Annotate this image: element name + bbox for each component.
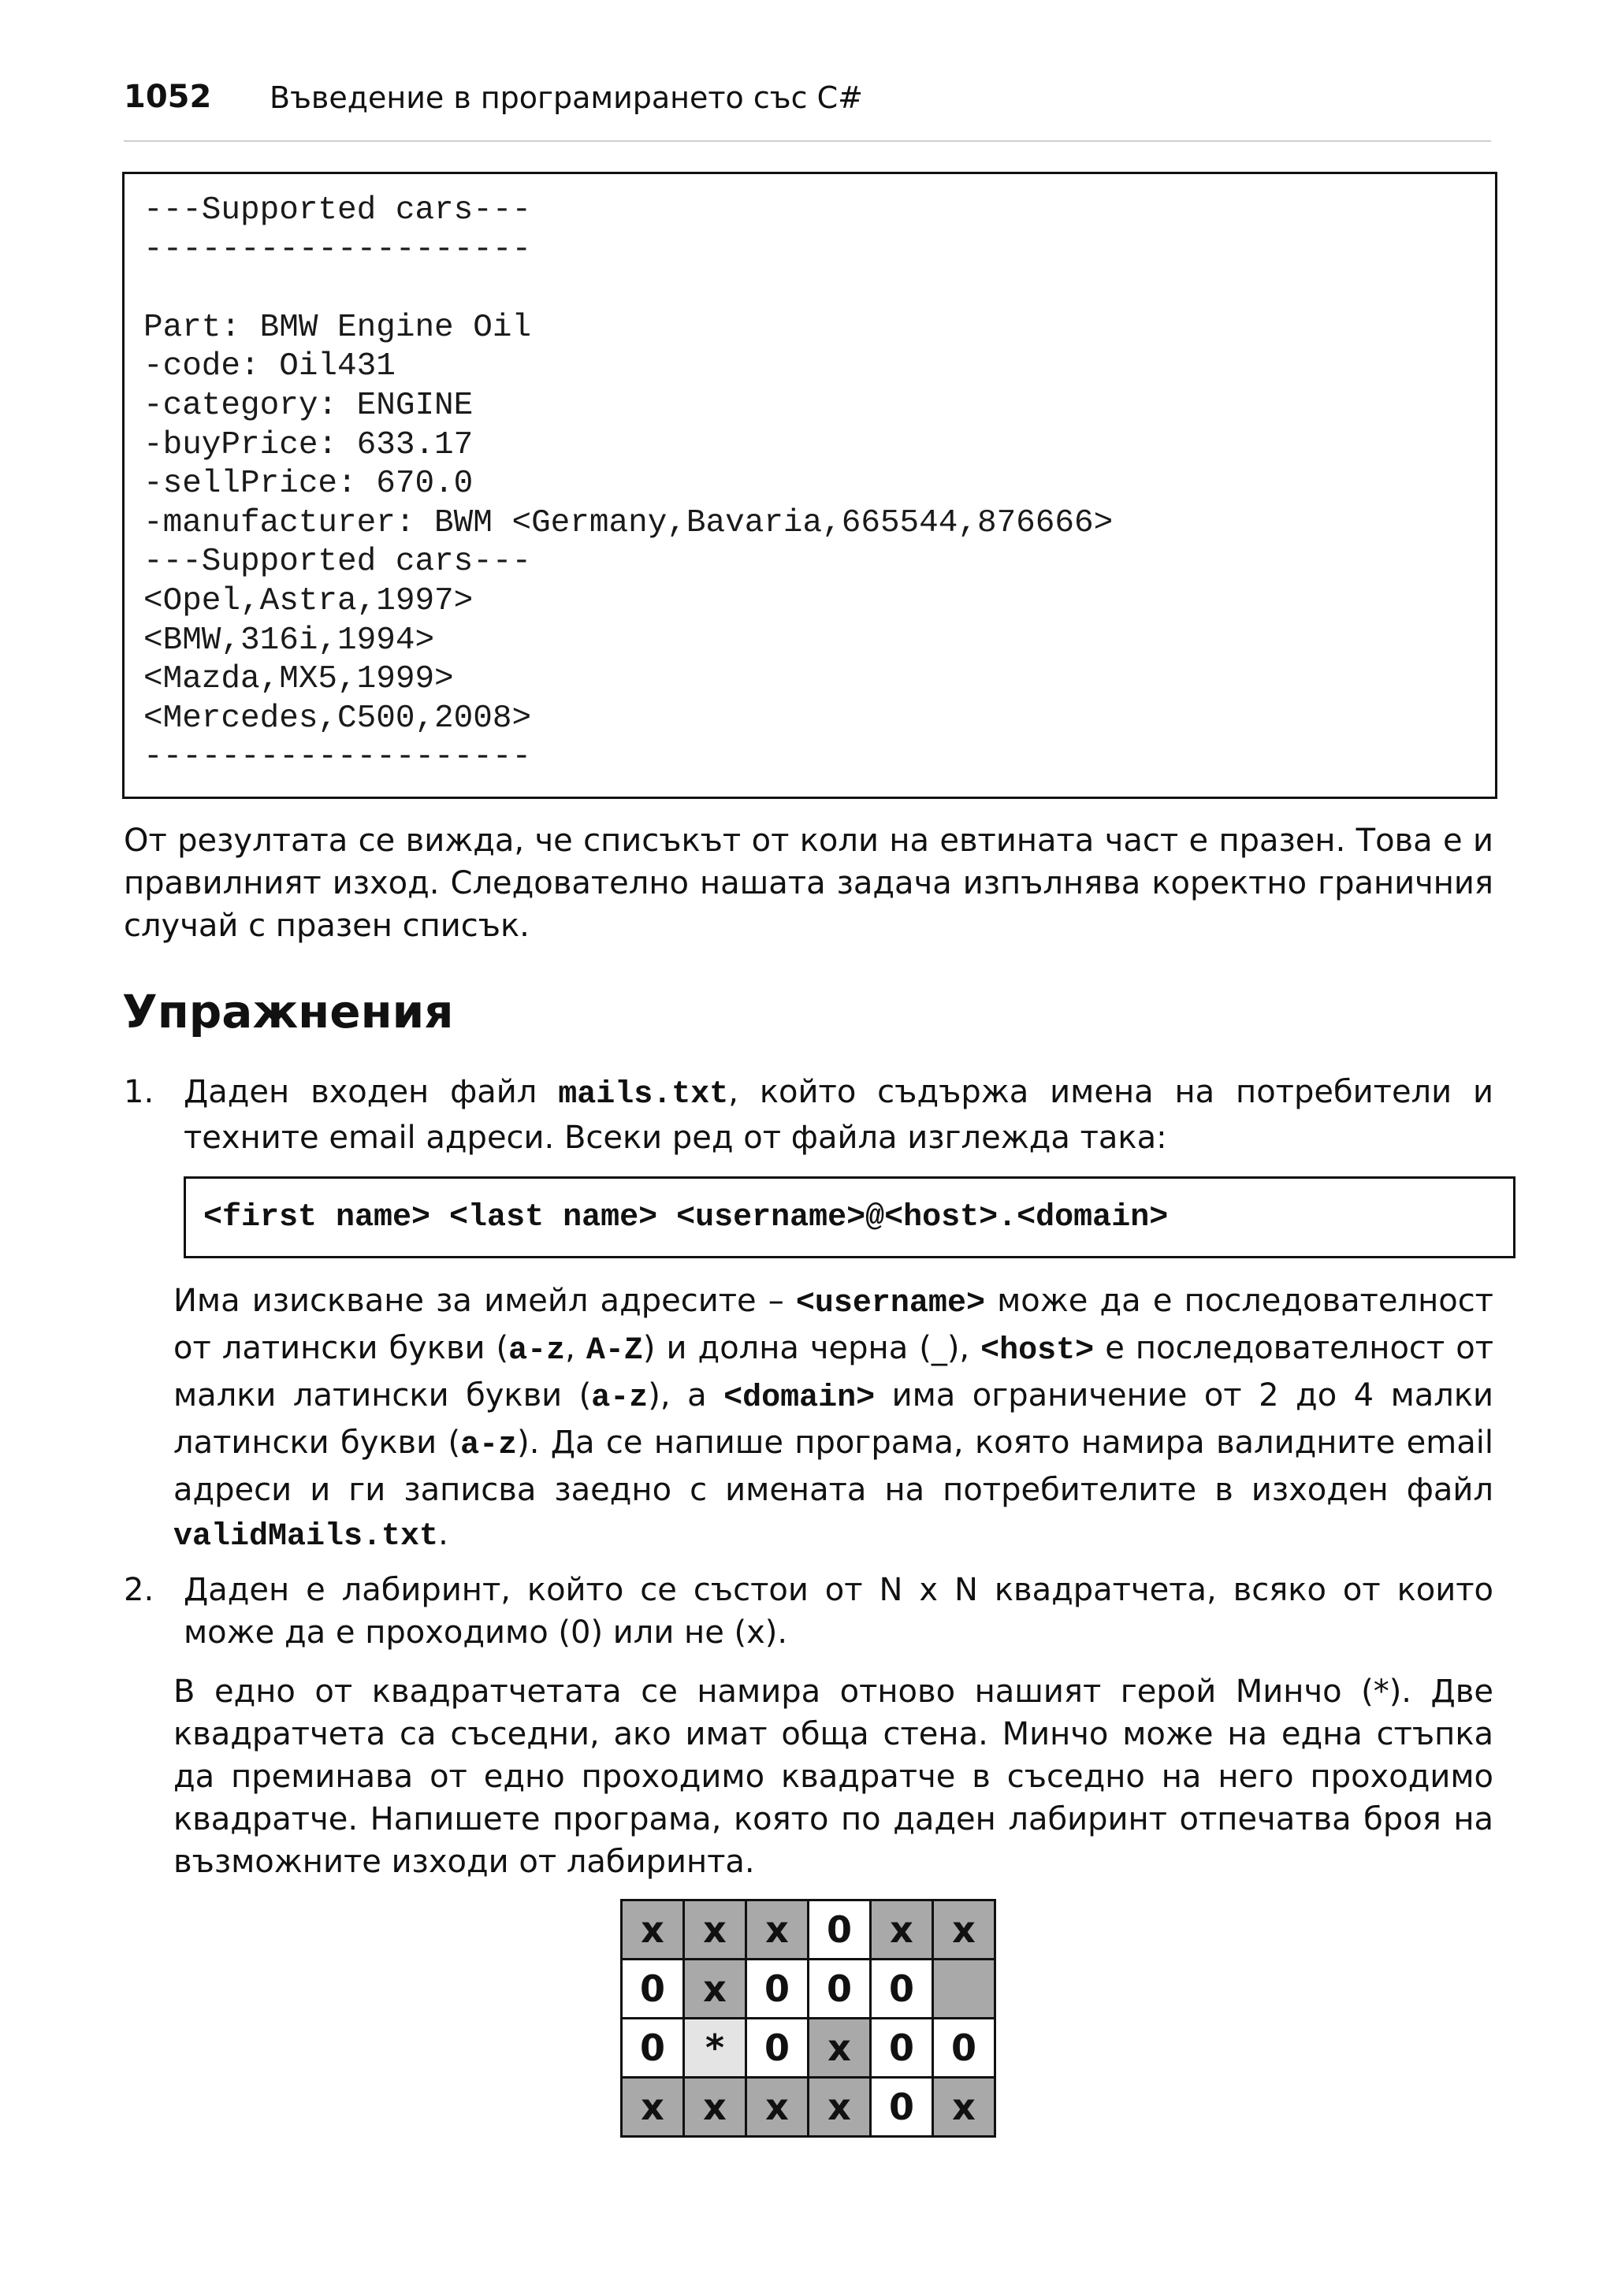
exercise-2-description: В едно от квадратчетата се намира отново нашият герой Минчо (*). Две квадратчета са съседни, ако имат обща стена. Минчо може на една стъпка да преминава от едно проходимо квадратче в съседно на него проходимо квадратче. Напишете програма, която по даден лабиринт отпечатва броя на възможните изходи от лабиринта. <box>173 1674 1493 1880</box>
maze-cell: 0 <box>746 1960 809 2019</box>
maze-cell: x <box>622 1900 684 1960</box>
maze-cell: x <box>933 2078 995 2137</box>
code-line: ---Supported cars--- <box>143 192 532 228</box>
code-line: <Mazda,MX5,1999> <box>143 661 454 698</box>
code-token: A-Z <box>586 1333 643 1369</box>
code-line: -code: Oil431 <box>143 348 396 385</box>
code-token: a-z <box>591 1380 649 1416</box>
output-file-name: validMails.txt <box>173 1519 439 1555</box>
code-line: -------------------- <box>143 231 532 268</box>
maze-cell: x <box>809 2078 871 2137</box>
exercise-1-intro-text: Даден входен файл <box>184 1074 559 1110</box>
code-line: -------------------- <box>143 739 532 776</box>
page-number: 1052 <box>124 79 212 115</box>
email-format-line: <first name> <last name> <username>@<host>.<domain> <box>203 1199 1169 1235</box>
code-line: <BMW,316i,1994> <box>143 622 435 659</box>
maze-cell: 0 <box>809 1900 871 1960</box>
code-line <box>143 269 1495 309</box>
maze-cell: x <box>746 1900 809 1960</box>
exercise-1-number: 1. <box>124 1074 154 1110</box>
code-token: <host> <box>980 1333 1095 1369</box>
section-heading: Упражнения <box>122 985 454 1038</box>
code-line: <Opel,Astra,1997> <box>143 582 474 619</box>
maze-cell: 0 <box>622 2019 684 2078</box>
req-text: ) и долна черна (_), <box>642 1330 981 1366</box>
code-line: -category: ENGINE <box>143 387 474 424</box>
exercise-2-number: 2. <box>124 1572 154 1608</box>
maze-cell: x <box>746 2078 809 2137</box>
req-text: е последователност от малки латински букви ( <box>173 1330 1493 1414</box>
maze-cell: 0 <box>622 1960 684 2019</box>
maze-cell: 0 <box>871 2019 933 2078</box>
maze-cell: x <box>684 1900 746 1960</box>
maze-row <box>622 2019 995 2078</box>
maze-row <box>622 2078 995 2137</box>
maze-cell: 0 <box>809 1960 871 2019</box>
code-line: Part: BMW Engine Oil <box>143 309 532 346</box>
maze-cell: x <box>809 2019 871 2078</box>
maze-cell: x <box>933 1900 995 1960</box>
maze-cell <box>933 1960 995 2019</box>
maze-cell: 0 <box>746 2019 809 2078</box>
maze-row <box>622 1960 995 2019</box>
maze-cell: x <box>622 2078 684 2137</box>
exercise-1-intro <box>184 1071 1493 1159</box>
maze-cell: x <box>871 1900 933 1960</box>
req-text: Има изискване за имейл адресите – <box>173 1283 796 1319</box>
req-text: може да е последователност от латински букви ( <box>173 1283 1493 1366</box>
maze-cell: 0 <box>871 2078 933 2137</box>
req-text: ), а <box>648 1377 724 1414</box>
code-line: -sellPrice: 670.0 <box>143 466 474 503</box>
maze-row <box>622 1900 995 1960</box>
maze-cell: 0 <box>933 2019 995 2078</box>
code-token: a-z <box>460 1428 518 1463</box>
req-text: има ограничение от 2 до 4 малки латински букви ( <box>173 1377 1494 1461</box>
book-title: Въведение в програмирането със C# <box>270 80 863 115</box>
maze-cell: * <box>684 2019 746 2078</box>
code-line: ---Supported cars--- <box>143 544 532 581</box>
maze-cell: x <box>684 2078 746 2137</box>
maze-cell: 0 <box>871 1960 933 2019</box>
maze-table <box>620 1899 996 2138</box>
code-line: -buyPrice: 633.17 <box>143 426 474 463</box>
conclusion-paragraph: От резултата се вижда, че списъкът от коли на евтината част е празен. Това е и правилният изход. Следователно нашата задача изпълнява коректно граничния случай с празен списък. <box>124 823 1493 944</box>
code-line: -manufacturer: BWM <Germany,Bavaria,665544,876666> <box>143 504 1114 541</box>
exercise-2-intro: Даден е лабиринт, който се състои от N x N квадратчета, всяко от които може да е проходимо (0) или не (x). <box>184 1572 1493 1651</box>
input-file-name: mails.txt <box>558 1077 729 1113</box>
code-token: a-z <box>508 1333 566 1369</box>
exercise-1-intro-text: , който съдържа имена на потребители и техните email адреси. Всеки ред от файла изглежда така: <box>184 1074 1494 1156</box>
email-format-box <box>184 1176 1515 1258</box>
code-token: <username> <box>795 1286 985 1321</box>
req-text: ). Да се напише програма, която намира валидните email адреси и ги записва заедно с имената на потребителите в изходен файл <box>173 1425 1493 1508</box>
maze-cell: x <box>684 1960 746 2019</box>
req-text: , <box>565 1330 586 1366</box>
code-token: <domain> <box>723 1380 876 1416</box>
code-line: <Mercedes,C500,2008> <box>143 700 532 737</box>
exercise-1-requirements <box>173 1279 1493 1559</box>
program-output-box <box>122 172 1497 799</box>
req-text: . <box>438 1516 448 1552</box>
page-header <box>124 77 1491 142</box>
